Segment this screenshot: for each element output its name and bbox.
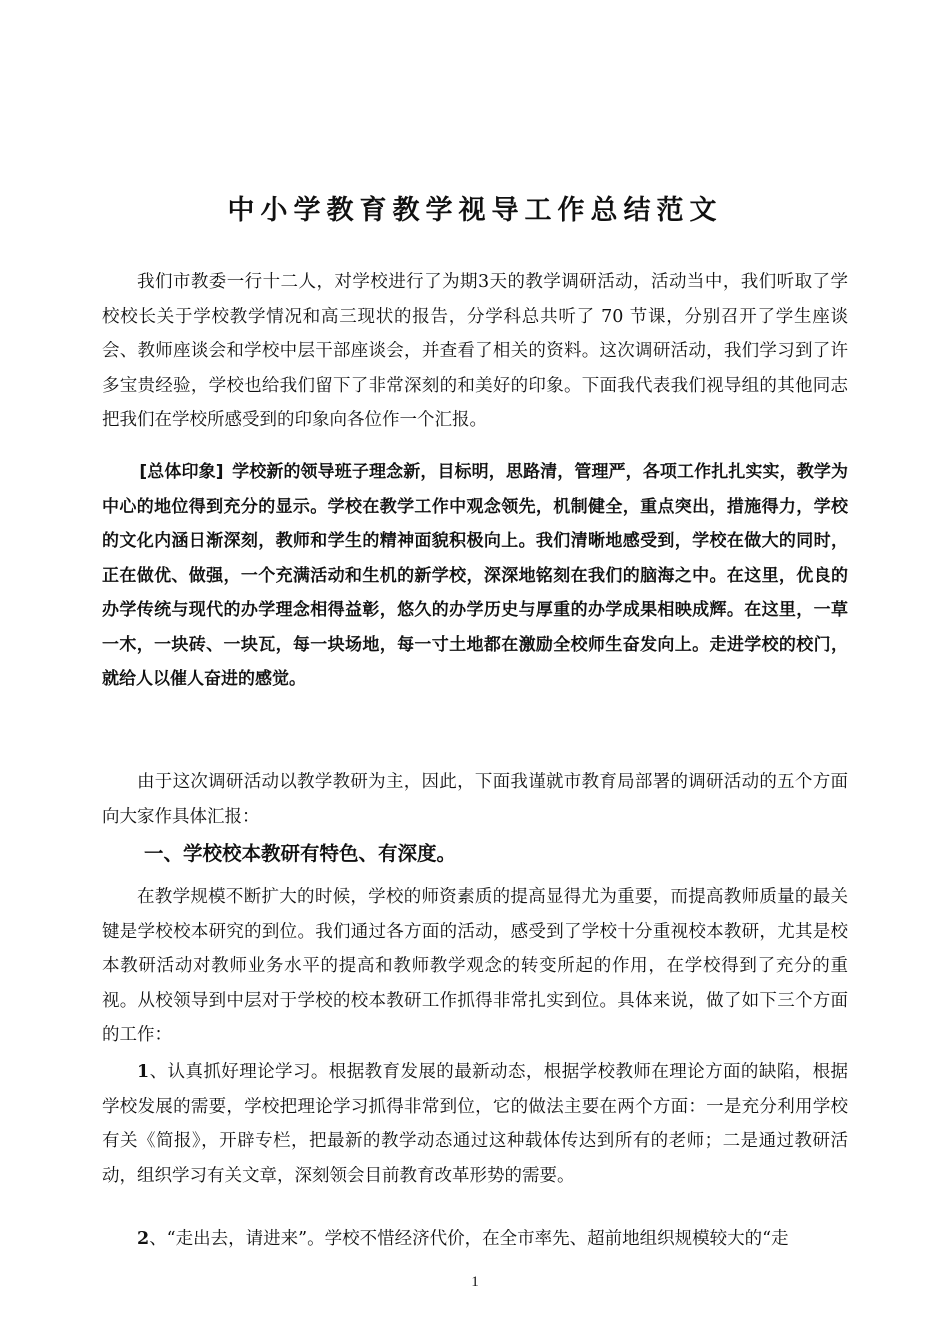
list-item-1 [102, 1055, 848, 1193]
list-item-2-text: 、“走出去，请进来”。学校不惜经济代价，在全市率先、超前地组织规模较大的“走 [149, 1229, 789, 1249]
page-number: 1 [471, 1274, 479, 1290]
summary-tag: [总体印象] [139, 462, 224, 482]
section-body-paragraph: 在教学规模不断扩大的时候，学校的师资素质的提高显得尤为重要，而提高教师质量的最关键是学校校本研究的到位。我们通过各方面的活动，感受到了学校十分重视校本教研，尤其是校本教研活动对教师业务水平的提高和教师教学观念的转变所起的作用，在学校得到了充分的重视。从校领导到中层对于学校的校本教研工作抓得非常扎实到位。具体来说，做了如下三个方面的工作： [102, 887, 848, 1045]
section-heading: 一、学校校本教研有特色、有深度。 [144, 842, 457, 865]
list-item-2 [102, 1222, 848, 1256]
intro-paragraph: 我们市教委一行十二人，对学校进行了为期3天的教学调研活动，活动当中，我们听取了学校校长关于学校教学情况和高三现状的报告，分学科总共听了 70 节课，分别召开了学生座谈会、教师座谈会和学校中层干部座谈会，并查看了相关的资料。这次调研活动，我们学习到了许多宝贵经验，学校也给我们留下了非常深刻的和美好的印象。下面我代表我们视导组的其他同志把我们在学校所感受到的印象向各位作一个汇报。 [102, 272, 848, 430]
list-item-1-number: 1 [137, 1062, 150, 1082]
transition-paragraph: 由于这次调研活动以教学教研为主，因此，下面我谨就市教育局部署的调研活动的五个方面向大家作具体汇报： [102, 772, 848, 827]
list-item-2-number: 2 [137, 1229, 150, 1249]
document-title: 中小学教育教学视导工作总结范文 [227, 195, 723, 227]
summary-paragraph [102, 455, 848, 697]
summary-body: 学校新的领导班子理念新，目标明，思路清，管理严，各项工作扎扎实实，教学为中心的地位得到充分的显示。学校在教学工作中观念领先，机制健全，重点突出，措施得力，学校的文化内涵日渐深刻，教师和学生的精神面貌积极向上。我们清晰地感受到，学校在做大的同时，正在做优、做强，一个充满活动和生机的新学校，深深地铭刻在我们的脑海之中。在这里，优良的办学传统与现代的办学理念相得益彰，悠久的办学历史与厚重的办学成果相映成辉。在这里，一草一木，一块砖、一块瓦，每一块场地，每一寸土地都在激励全校师生奋发向上。走进学校的校门，就给人以催人奋进的感觉。 [102, 462, 849, 689]
list-item-1-text: 、认真抓好理论学习。根据教育发展的最新动态，根据学校教师在理论方面的缺陷，根据学校发展的需要，学校把理论学习抓得非常到位，它的做法主要在两个方面：一是充分利用学校有关《简报》，开辟专栏，把最新的教学动态通过这种载体传达到所有的老师；二是通过教研活动，组织学习有关文章，深刻领会目前教育改革形势的需要。 [102, 1062, 848, 1186]
